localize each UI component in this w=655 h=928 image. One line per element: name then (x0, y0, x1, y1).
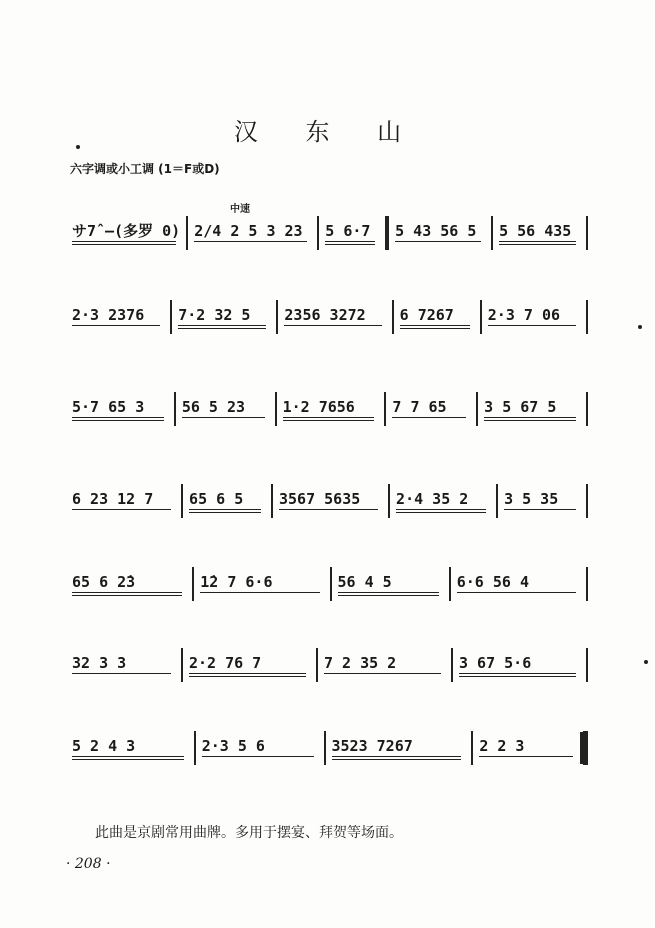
beam-line (488, 325, 576, 326)
measure (66, 573, 192, 591)
measure (183, 490, 271, 508)
measure (318, 654, 451, 672)
beam-line (479, 756, 573, 757)
measure-notes: 2·2 76 7 (188, 654, 262, 672)
beam-line (338, 595, 439, 596)
tempo-marking: 中速 (230, 204, 250, 215)
beam-line (338, 592, 439, 593)
beam-line (284, 325, 381, 326)
measure (389, 222, 491, 240)
beam-line (182, 417, 265, 418)
measure-notes: 2 2 3 (479, 737, 525, 755)
measure-notes: 5 6·7 (325, 222, 371, 240)
margin-dot (76, 145, 80, 149)
beam-line (72, 509, 171, 510)
beam-line (459, 673, 576, 674)
measure-notes: 65 6 5 (189, 490, 244, 508)
barline (586, 216, 588, 250)
measure (66, 398, 174, 416)
measure (390, 490, 496, 508)
measure-notes: 56 5 23 (181, 398, 246, 416)
measure (66, 654, 181, 672)
barline (586, 648, 588, 682)
barline (586, 567, 588, 601)
beam-line (189, 676, 306, 677)
measure-notes: 7 2 35 2 (323, 654, 397, 672)
beam-line (499, 241, 576, 242)
measure-notes: 1̇2 7 6·6 (200, 573, 273, 591)
notation-system (66, 398, 588, 440)
beam-line (72, 244, 176, 245)
measure-notes: 6 7267 (399, 306, 454, 324)
beam-line (72, 420, 164, 421)
measure (278, 306, 391, 324)
measure (473, 737, 583, 755)
barline (586, 300, 588, 334)
measure (196, 737, 324, 755)
beam-line (72, 417, 164, 418)
measure (172, 306, 276, 324)
measure-notes: 7 7 65 (392, 398, 447, 416)
measure (319, 222, 385, 240)
beam-line (283, 417, 375, 418)
beam-line (396, 509, 486, 510)
measure-notes: 2·3 2376 (72, 306, 145, 324)
measure (277, 398, 385, 416)
page-number: · 208 · (66, 856, 111, 872)
measure (453, 654, 586, 672)
measure-notes: 56 4 5 (337, 573, 392, 591)
measure (194, 573, 329, 591)
beam-line (396, 512, 486, 513)
measure-notes: 7·2 32 5 (178, 306, 251, 324)
margin-dot (644, 660, 648, 664)
measure (176, 398, 275, 416)
beam-line (178, 325, 266, 326)
beam-line (72, 759, 184, 760)
measure-notes: 2·3 7 06 (487, 306, 561, 324)
measure-notes: 2/4 2 5 3 23 (194, 222, 303, 240)
measure (451, 573, 586, 591)
beam-line (332, 759, 462, 760)
measure-notes: 5·7 65 3 (72, 398, 145, 416)
measure-notes: 3523 7267 (331, 737, 413, 755)
measure (326, 737, 472, 755)
beam-line (72, 756, 184, 757)
beam-line (178, 328, 266, 329)
measure-notes: 65 6 2̇3 (72, 573, 136, 591)
beam-line (202, 756, 314, 757)
beam-line (194, 241, 307, 242)
measure-notes: 32 3 3 (72, 654, 127, 672)
measure-notes: 3 5 35 (504, 490, 559, 508)
beam-line (457, 592, 576, 593)
footnote: 此曲是京剧常用曲牌。多用于摆宴、拜贺等场面。 (95, 825, 403, 841)
measure (183, 654, 316, 672)
measure (188, 222, 317, 240)
beam-line (72, 673, 171, 674)
measure (498, 490, 586, 508)
beam-line (400, 328, 470, 329)
measure (493, 222, 586, 240)
measure (273, 490, 388, 508)
beam-line (325, 244, 375, 245)
beam-line (395, 241, 481, 242)
measure (66, 306, 170, 324)
measure-notes: 1·2 7656 (282, 398, 355, 416)
measure-notes: 2·3 5 6 (201, 737, 265, 755)
measure-notes: 3 5 67 5 (484, 398, 557, 416)
measure-notes: サ7̂ –(多罗 0) (72, 222, 181, 240)
beam-line (279, 509, 378, 510)
measure-notes: 3 67 5·6 (458, 654, 532, 672)
barline (586, 392, 588, 426)
notation-system (66, 737, 588, 779)
measure (66, 490, 181, 508)
piece-title: 汉 东 山 (233, 118, 422, 146)
notation-system (66, 490, 588, 532)
measure (394, 306, 480, 324)
beam-line (324, 673, 441, 674)
barline (586, 484, 588, 518)
beam-line (189, 673, 306, 674)
measure (478, 398, 586, 416)
beam-line (484, 417, 576, 418)
beam-line (484, 420, 576, 421)
beam-line (72, 592, 182, 593)
notation-system (66, 654, 588, 696)
measure-notes: 2356 3272 (284, 306, 366, 324)
beam-line (200, 592, 319, 593)
beam-line (459, 676, 576, 677)
measure-notes: 6·6 56 4 (456, 573, 529, 591)
beam-line (325, 241, 375, 242)
beam-line (189, 509, 261, 510)
measure (66, 222, 186, 240)
measure-notes: 5 43 56 5 (395, 222, 477, 240)
measure (386, 398, 476, 416)
beam-line (283, 420, 375, 421)
measure-notes: 2·4 35 2 (396, 490, 469, 508)
measure-notes: 5 2 4 3 (72, 737, 136, 755)
beam-line (72, 241, 176, 242)
barline (583, 731, 588, 765)
beam-line (72, 595, 182, 596)
beam-line (400, 325, 470, 326)
margin-dot (638, 325, 642, 329)
measure-notes: 6 23 12 7 (72, 490, 154, 508)
beam-line (332, 756, 462, 757)
beam-line (504, 509, 576, 510)
measure (66, 737, 194, 755)
notation-system (66, 573, 588, 615)
notation-system (66, 306, 588, 348)
measure (482, 306, 586, 324)
measure (332, 573, 449, 591)
key-signature: 六字调或小工调 (1＝F或D) (70, 162, 220, 176)
beam-line (499, 244, 576, 245)
notation-system (66, 222, 588, 264)
beam-line (189, 512, 261, 513)
measure-notes: 5 56 435 (499, 222, 572, 240)
beam-line (72, 325, 160, 326)
measure-notes: 3567 5635 (279, 490, 361, 508)
beam-line (392, 417, 466, 418)
